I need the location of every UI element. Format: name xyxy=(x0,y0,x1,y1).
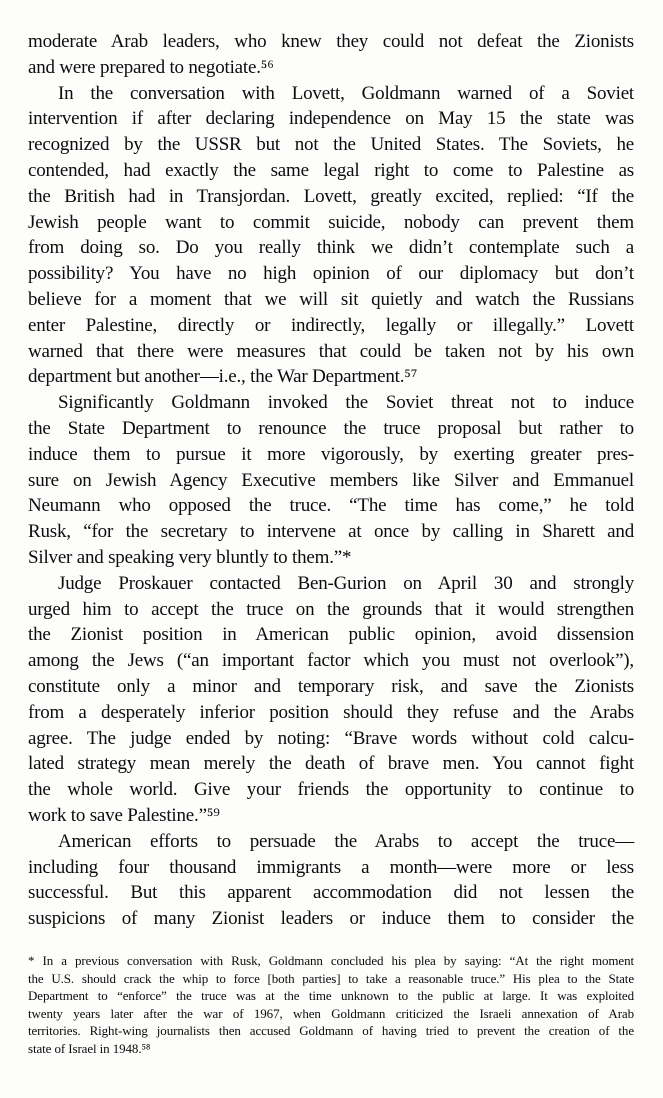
text-line: lated strategy mean merely the death of brave men. You cannot fight xyxy=(28,753,634,775)
text-line: constitute only a minor and temporary risk, and save the Zionists xyxy=(28,675,634,697)
text-line: Neumann who opposed the truce. “The time has come,” he told xyxy=(28,495,634,517)
paragraph xyxy=(28,571,634,829)
footnote-line: territories. Right-wing journalists then accused Goldmann of having tried to prevent the creation of the xyxy=(28,1023,634,1038)
text-line: intervention if after declaring independence on May 15 the state was xyxy=(28,108,634,130)
text-line: moderate Arab leaders, who knew they could not defeat the Zionists xyxy=(28,31,634,52)
text-line: possibility? You have no high opinion of our diplomacy but don’t xyxy=(28,263,634,285)
text-line: Silver and speaking very bluntly to them.”* xyxy=(28,546,352,568)
text-line: work to save Palestine.”⁵⁹ xyxy=(28,804,220,826)
footnote-line: Department to “enforce” the truce was at the time unknown to the public at large. It was exploited xyxy=(28,988,634,1003)
text-line: from doing so. Do you really think we didn’t contemplate such a xyxy=(28,237,634,259)
paragraph xyxy=(28,81,634,391)
text-line: successful. But this apparent accommodation did not lessen the xyxy=(28,882,634,904)
text-line: Rusk, “for the secretary to intervene at once by calling in Sharett and xyxy=(28,521,634,543)
footnote-line: twenty years later after the war of 1967, when Goldmann criticized the Israeli annexation of Arab xyxy=(28,1005,634,1021)
text-line: contended, had exactly the same legal right to come to Palestine as xyxy=(28,159,634,181)
text-line: recognized by the USSR but not the United States. The Soviets, he xyxy=(28,134,634,156)
text-line: department but another—i.e., the War Department.⁵⁷ xyxy=(28,366,418,388)
paragraph xyxy=(28,390,634,571)
text-line: suspicions of many Zionist leaders or induce them to consider the xyxy=(28,908,634,930)
text-line: among the Jews (“an important factor which you must not overlook”), xyxy=(28,650,634,672)
text-line: Judge Proskauer contacted Ben-Gurion on April 30 and strongly xyxy=(58,572,634,594)
text-line: induce them to pursue it more vigorously, by exerting greater pres- xyxy=(28,443,634,465)
text-line: the Zionist position in American public opinion, avoid dissension xyxy=(28,624,634,646)
text-line: sure on Jewish Agency Executive members like Silver and Emmanuel xyxy=(28,469,634,491)
paragraph xyxy=(28,829,634,932)
text-line: American efforts to persuade the Arabs to accept the truce— xyxy=(58,830,634,852)
text-line: Significantly Goldmann invoked the Soviet threat not to induce xyxy=(58,392,634,414)
footnote xyxy=(28,952,634,1057)
text-line: believe for a moment that we will sit quietly and watch the Russians xyxy=(28,288,634,310)
text-line: Jewish people want to commit suicide, nobody can prevent them xyxy=(28,211,634,233)
text-line: the whole world. Give your friends the opportunity to continue to xyxy=(28,779,634,801)
text-line: urged him to accept the truce on the grounds that it would strengthen xyxy=(28,598,634,620)
footnote-line: * In a previous conversation with Rusk, Goldmann concluded his plea by saying: “At the right moment xyxy=(28,953,634,968)
paragraph xyxy=(28,29,634,81)
text-line: and were prepared to negotiate.⁵⁶ xyxy=(28,56,274,78)
paragraph xyxy=(28,952,634,1057)
text-line: In the conversation with Lovett, Goldmann warned of a Soviet xyxy=(58,82,634,104)
body-text xyxy=(28,29,634,932)
footnote-line: state of Israel in 1948.⁵⁸ xyxy=(28,1040,151,1056)
footnote-line: the U.S. should crack the whip to force [both parties] to take a reasonable truce.” His plea to the State xyxy=(28,970,634,986)
text-line: the State Department to renounce the truce proposal but rather to xyxy=(28,417,634,439)
text-line: warned that there were measures that could be taken not by his own xyxy=(28,340,634,362)
text-line: from a desperately inferior position should they refuse and the Arabs xyxy=(28,701,634,723)
text-line: including four thousand immigrants a month—were more or less xyxy=(28,856,634,878)
text-line: the British had in Transjordan. Lovett, greatly excited, replied: “If the xyxy=(28,185,634,207)
text-line: agree. The judge ended by noting: “Brave words without cold calcu- xyxy=(28,727,634,749)
text-line: enter Palestine, directly or indirectly, legally or illegally.” Lovett xyxy=(28,314,634,336)
